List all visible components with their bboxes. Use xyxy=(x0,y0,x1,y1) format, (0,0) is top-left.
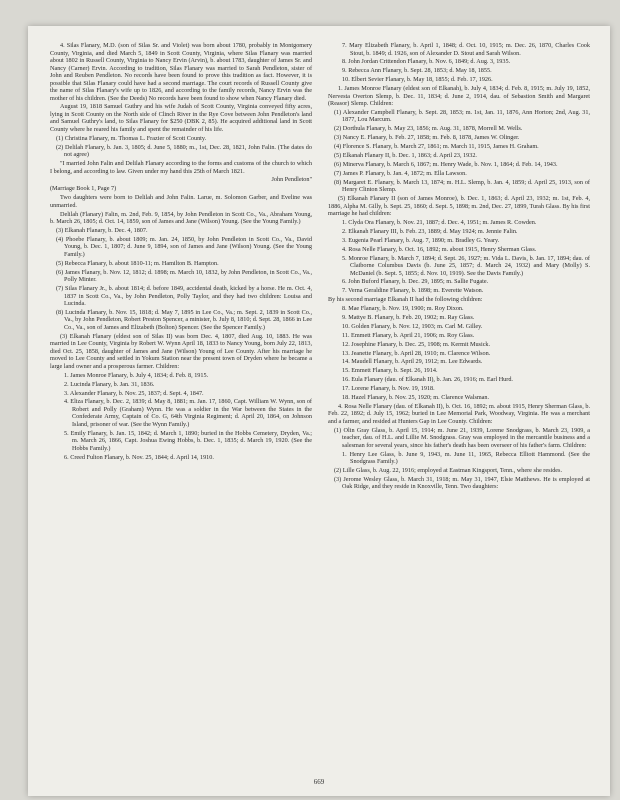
paragraph: 3. Eugenia Pearl Flanary, b. Aug. 7, 1890; m. Bradley G. Yeary. xyxy=(342,236,500,244)
paragraph: 2. Elkanah Flanary III, b. Feb. 23, 1889; d. May 1924; m. Jennie Falin. xyxy=(342,227,518,235)
paragraph: "I married John Falin and Delilah Flanary according to the forms and customs of the church to which I belong, and according to law. Given under my hand this 25th of March 1821. xyxy=(50,160,312,175)
paragraph: 6. John Buford Flanary, b. Dec. 29, 1895; m. Sallie Fugate. xyxy=(342,278,489,286)
paragraph: 13. Jeanette Flanary, b. April 28, 1910; m. Clarence Wilson. xyxy=(342,349,491,357)
paragraph: John Pendleton" xyxy=(271,176,312,184)
paragraph: 18. Hazel Flanary, b. Nov. 25, 1920; m. Clarence Walsman. xyxy=(342,394,490,401)
paragraph: 2. Lucinda Flanary, b. Jan. 31, 1836. xyxy=(64,380,155,388)
paragraph: 4. Rosa Nelle Flanary (dau. of Elkanah II), b. Oct. 16, 1892; m. about 1915, Henry Sherman Glass, b. Feb. 22, 1892; d. July 15, 1962; buried in Lee Memorial Park, Woodway, Virginia. He was a merchant and a farmer, and resided at Hunters Gap in Lee County. Children: xyxy=(328,402,590,425)
paragraph: (2) Delilah Flanary, b. Jan. 3, 1805; d. June 5, 1880; m., 1st, Dec. 28, 1821, John Falin. (The dates do not agree) xyxy=(56,143,312,159)
paragraph: 6. Creed Fulton Flanary, b. Nov. 25, 1844; d. April 14, 1910. xyxy=(64,453,214,461)
paragraph: 1. Henry Lee Glass, b. June 9, 1943, m. June 11, 1965, Rebecca Elliott Hammond. (See the Snodgrass Family.) xyxy=(342,450,590,466)
paragraph: (5) Rebecca Flanary, b. about 1810-11; m. Hamilton B. Hampton. xyxy=(56,259,219,267)
paragraph: 7. Mary Elizabeth Flanary, b. April 1, 1848; d. Oct. 10, 1915; m. Dec. 26, 1870, Charles Cook Stout, b. 1849; d. 1926, son of Alexander D. Stout and Sarah Wilson. xyxy=(342,42,590,57)
paragraph: (8) Margaret E. Flanary, b. March 13, 1874; m. H.L. Slemp, b. Jan. 4, 1859; d. April 25, 1913, son of Henry Clinton Slemp. xyxy=(334,178,590,194)
paragraph: 11. Emmett Flanary, b. April 21, 1906; m. Roy Glass. xyxy=(342,331,475,339)
paragraph: 4. Rosa Nelle Flanary, b. Oct. 16, 1892; m. about 1915, Henry Sherman Glass. xyxy=(342,245,537,253)
paragraph: 10. Elbert Sevier Flanary, b. May 18, 1855; d. Feb. 17, 1926. xyxy=(342,76,493,84)
paragraph: 4. Silas Flanary, M.D. (son of Silas Sr. and Violet) was born about 1780, probably in Montgomery County, Virginia, and died March 5, 1849 in Scott County, Virginia, where Silas Flanary was married about 1802 in Russell County, Virginia to Nancy Ervin (Arvin), b. about 1783, daughter of James Sr. and Nancy (Carner) Ervin. According to tradition, Silas Flanary was married to Sarah Pendleton, sister of John and Reuben Pendleton. No records have been found to prove this tradition as fact. However, it is possible that Silas Flanary could have had a second marriage. The court records of Russell County give the name of Silas Flanary's wife up to 1826, and according to the family records, Nancy Ervin was the mother of his children. (See the Deeds) No records have been found to show when Nancy Flanary died. xyxy=(50,42,312,102)
paragraph: Delilah (Flanary) Falin, m. 2nd, Feb. 9, 1854, by John Pendleton in Scott Co., Va., Abraham Young, b. March 26, 1805; d. Oct. 14, 1859, son of James and Jane (Wilson) Young. (See the Young Family.) xyxy=(50,210,312,226)
paragraph: (Marriage Book 1, Page 7) xyxy=(50,185,117,193)
paragraph: (2) Dorthula Flanary, b. May 23, 1856; m. Aug. 31, 1878, Morrell M. Wells. xyxy=(334,125,523,133)
paragraph: 17. Lorene Flanary, b. Nov. 19, 1918. xyxy=(342,385,435,393)
paragraph: (3) Nancy E. Flanary, b. Feb. 27, 1858; m. Feb. 8, 1878, James W. Olinger. xyxy=(334,134,520,142)
paragraph: (8) Lucinda Flanary, b. Nov. 15, 1818; d. May 7, 1895 in Lee Co., Va.; m. Sept. 2, 1839 in Scott Co., Va., by John Pendleton, Robert Preston Spencer, a minister, b. July 8, 1810; d. Sept. 28, 1866 in Lee Co., Va., son of James and Elizabeth (Bolton) Spencer. (See the Spencer Family.) xyxy=(56,308,312,331)
paragraph: 1. James Monroe Flanary, b. July 4, 1834; d. Feb. 8, 1915. xyxy=(64,371,209,379)
paragraph: (5) Elkanah Flanary II, b. Dec. 1, 1863; d. April 23, 1932. xyxy=(334,152,477,160)
paragraph: (1) Alexander Campbell Flanary, b. Sept. 28, 1853; m. 1st, Jan. 11, 1876, Ann Horton; 2nd, Aug. 31, 1877, Lou Marcum. xyxy=(334,108,590,124)
paragraph: By his second marriage Elkanah II had the following children: xyxy=(328,296,483,304)
document-page xyxy=(28,26,610,796)
paragraph: (7) James P. Flanary, b. Jan. 4, 1872; m. Ella Lawson. xyxy=(334,169,467,177)
paragraph: (4) Florence S. Flanary, b. March 27, 1861; m. March 11, 1915, James H. Graham. xyxy=(334,143,539,151)
paragraph: 15. Emmett Flanary, b. Sept. 26, 1914. xyxy=(342,367,438,375)
paragraph: (6) James Flanary, b. Nov. 12, 1812; d. 1898; m. March 10, 1832, by John Pendleton, in Scott Co., Va., Polly Minter. xyxy=(56,268,312,284)
left-column xyxy=(50,42,312,463)
paragraph: (1) Christina Flanary, m. Thomas L. Frazier of Scott County. xyxy=(56,134,207,142)
paragraph: 9. Rebecca Ann Flanary, b. Sept. 28, 1853; d. May 18, 1855. xyxy=(342,67,492,75)
paragraph: 14. Maudell Flanary, b. April 29, 1912; m. Lee Edwards. xyxy=(342,358,483,366)
paragraph: (1) Olin Gray Glass, b. April 15, 1914; m. June 21, 1939, Lorene Snodgrass, b. March 23, 1909, a teacher, dau. of H.L. and Lillie M. Snodgrass. Gray was employed in the mercantile business and a salesman for several years, since his father's death has been overseer of his father's farm. Children: xyxy=(334,426,590,449)
paragraph: 3. Alexander Flanary, b. Nov. 25, 1837; d. Sept. 4, 1847. xyxy=(64,389,204,397)
right-column xyxy=(328,42,590,492)
paragraph: 5. Emily Flanary, b. Jan. 15, 1842; d. March 1, 1890; buried in the Hobbs Cemetery, Dryden, Va.; m. March 26, 1866, Capt. Joshua Ewing Hobbs, b. Dec. 1, 1835; d. March 19, 1920. (See the Hobbs Family.) xyxy=(64,429,312,452)
paragraph: (4) Phoebe Flanary, b. about 1809; m. Jan. 24, 1850, by John Pendleton in Scott Co., Va., David Young, b. Dec. 1, 1807; d. June 9, 1894, son of James and Jane (Wilson) Young. (See the Young Family.) xyxy=(56,235,312,258)
paragraph: 8. John Jordan Crittendon Flanary, b. Nov. 6, 1849; d. Aug. 3, 1935. xyxy=(342,58,511,66)
paragraph: 7. Verna Geraldine Flanary, b. 1898; m. Everette Watson. xyxy=(342,287,484,295)
paragraph: (5) Elkanah Flanary II (son of James Monroe), b. Dec. 1, 1863; d. April 23, 1932; m. 1st, Feb. 4, 1886, Alpha M. Gilly, b. Sept. 25, 1860; d. Sept. 5, 1898; m. 2nd, Dec. 27, 1899, Turah Glass. By his first marriage he had children: xyxy=(328,195,590,218)
paragraph: 10. Golden Flanary, b. Nov. 12, 1903; m. Carl M. Gilley. xyxy=(342,322,483,330)
paragraph: (7) Silas Flanary Jr., b. about 1814; d. before 1849, accidental death, kicked by a horse. He m. Oct. 4, 1837 in Scott Co., Va., by John Pendleton, Polly Taylor, and they had two children: Louisa and Lucinda. xyxy=(56,285,312,308)
paragraph: 1. Clyda Ora Flanary, b. Nov. 21, 1887; d. Dec. 4, 1951; m. James R. Cowden. xyxy=(342,218,537,226)
paragraph: (3) Elkanah Flanary (eldest son of Silas II) was born Dec. 4, 1807, died Aug. 10, 1883. He was married in Lee County, Virginia by Robert W. Wynn April 18, 1833 to Nancy Young, born July 22, 1813, died Oct. 25, 1858, daughter of James and Jane (Wilson) Young of Lee County. After his marriage he moved to Lee County and settled in Yokum Station near the present town of Dryden where he became a large land owner and a prosperous farmer. Children: xyxy=(50,332,312,370)
paragraph: 9. Mattye B. Flanary, b. Feb. 20, 1902; m. Ray Glass. xyxy=(342,313,475,321)
paragraph: (2) Lille Glass, b. Aug. 22, 1916; employed at Eastman Kingsport, Tenn., where she resides. xyxy=(334,467,563,475)
paragraph: 4. Eliza Flanary, b. Dec. 2, 1839; d. May 8, 1881; m. Jan. 17, 1860, Capt. William W. Wynn, son of Robert and Polly (Graham) Wynn. He was a soldier in the War between the States in the Confederate Army, Captain of Co. G, 64th Virginia Regiment; d. April 20, 1864, on Johnson Island, prisoner of war. (See the Wynn Family.) xyxy=(64,398,312,428)
paragraph: 1. James Monroe Flanary (eldest son of Elkanah), b. July 4, 1834; d. Feb. 8, 1915; m. July 19, 1852, Nervesta Overton Slemp, b. Dec. 11, 1834; d. June 2, 1914, dau. of Sebastion Smith and Margaret (Reasor) Slemp. Children: xyxy=(328,85,590,108)
paragraph: 16. Eula Flanary (dau. of Elkanah II), b. Jan. 26, 1916; m. Earl Hurd. xyxy=(342,376,513,384)
paragraph: 5. Monroe Flanary, b. March 7, 1894; d. Sept. 26, 1927; m. Vida L. Davis, b. Jan. 17, 1894; dau. of Claiborne Columbus Davis (b. June 25, 1857; d. March 24, 1932) and Mary (Molly) S. McDaniel (b. Sept. 5, 1855; d. Nov. 10, 1919). See the Davis Family.) xyxy=(342,254,590,277)
paragraph: (3) Elkanah Flanary, b. Dec. 4, 1807. xyxy=(56,227,148,235)
page-number: 669 xyxy=(313,778,325,786)
paragraph: Two daughters were born to Delilah and John Falin. Larue, m. Solomon Garber, and Eveline was unmarried. xyxy=(50,194,312,209)
paragraph: (3) Jerome Wesley Glass, b. March 31, 1918; m. May 31, 1947, Elsie Matthews. He is employed at Oak Ridge, and they reside in Knoxville, Tenn. Two daughters: xyxy=(334,475,590,491)
paragraph: (6) Minerva Flanary, b. March 6, 1867; m. Henry Wade, b. Nov. 1, 1864; d. Feb. 14, 1943. xyxy=(334,160,558,168)
paragraph: 12. Josephine Flanary, b. Dec. 25, 1908; m. Kermit Musick. xyxy=(342,340,491,348)
paragraph: August 19, 1818 Samuel Guthry and his wife Judah of Scott County, Virginia conveyed fifty acres, lying in Scott County on the North side of Clinch River in the Rye Cove between John Pendleton's land and Samuel Guthry's land, to Silas Flanary for $250 (DBK 2, 85). He acquired additional land in Scott County where he reared his family and spent the remainder of his life. xyxy=(50,103,312,133)
paragraph: 8. Mae Flanary, b. Nov. 19, 1900; m. Roy Dixon. xyxy=(342,305,464,313)
